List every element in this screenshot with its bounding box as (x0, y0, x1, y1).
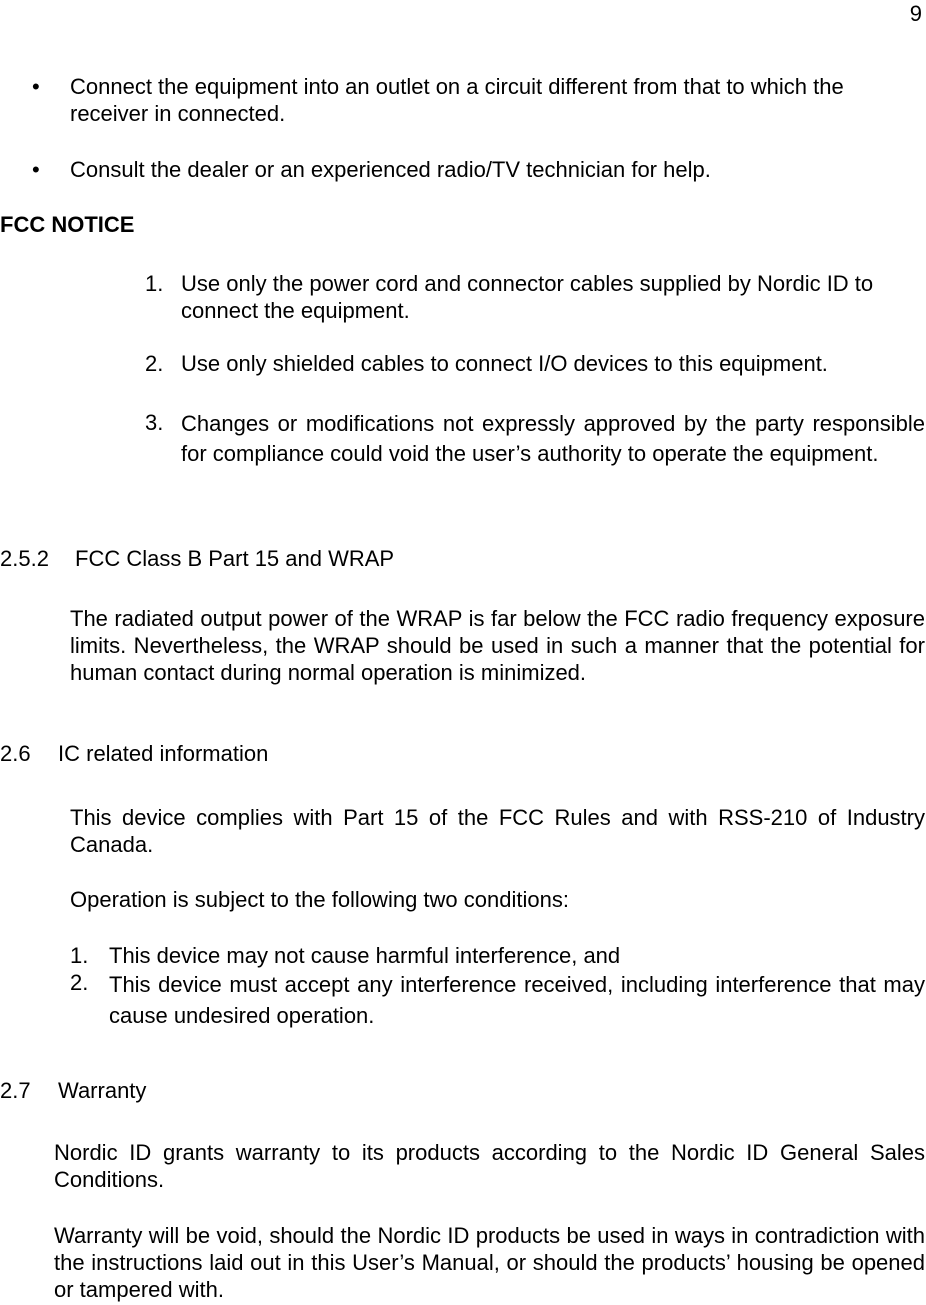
fcc-notice-heading: FCC NOTICE (0, 212, 135, 237)
section-number: 2.6 (0, 741, 31, 766)
section-number: 2.7 (0, 1078, 31, 1103)
fcc-item-number: 3. (145, 410, 164, 435)
section-paragraph: Nordic ID grants warranty to its products according to the Nordic ID General Sales Conditions. (54, 1140, 925, 1192)
bullet-item-dealer: Consult the dealer or an experienced radio/TV technician for help. (70, 157, 711, 182)
bullet-icon: • (32, 74, 40, 99)
section-paragraph: Warranty will be void, should the Nordic ID products be used in ways in contradiction with the instructions laid out in this User’s Manual, or should the products’ housing be opened or tampered with. (54, 1223, 925, 1302)
section-paragraph: This device complies with Part 15 of the FCC Rules and with RSS-210 of Industry Canada. (70, 805, 925, 857)
section-paragraph: The radiated output power of the WRAP is far below the FCC radio frequency exposure limits. Nevertheless, the WRAP should be used in such a manner that the potential for human contact during normal operation is minimized. (70, 606, 925, 685)
section-number: 2.5.2 (0, 546, 49, 571)
condition-text: This device may not cause harmful interference, and (109, 943, 621, 968)
section-title: IC related information (58, 741, 269, 766)
condition-text: This device must accept any interference received, including interference that may cause undesired operation. (109, 972, 925, 1028)
condition-number: 1. (70, 943, 89, 968)
bullet-icon: • (32, 157, 40, 182)
fcc-item-number: 2. (145, 351, 164, 376)
page-number: 9 (909, 1, 922, 26)
section-title: Warranty (58, 1078, 147, 1103)
section-title: FCC Class B Part 15 and WRAP (75, 546, 395, 571)
fcc-item-text: Use only shielded cables to connect I/O devices to this equipment. (181, 351, 828, 376)
fcc-item-number: 1. (145, 271, 164, 296)
bullet-item-outlet: Connect the equipment into an outlet on a circuit different from that to which the receiver in connected. (70, 74, 844, 126)
condition-number: 2. (70, 970, 89, 995)
fcc-item-text: Use only the power cord and connector cables supplied by Nordic ID to connect the equipment. (181, 271, 874, 323)
section-paragraph: Operation is subject to the following two conditions: (70, 887, 569, 912)
fcc-item-text: Changes or modifications not expressly approved by the party responsible for compliance could void the user’s authority to operate the equipment. (181, 411, 925, 466)
